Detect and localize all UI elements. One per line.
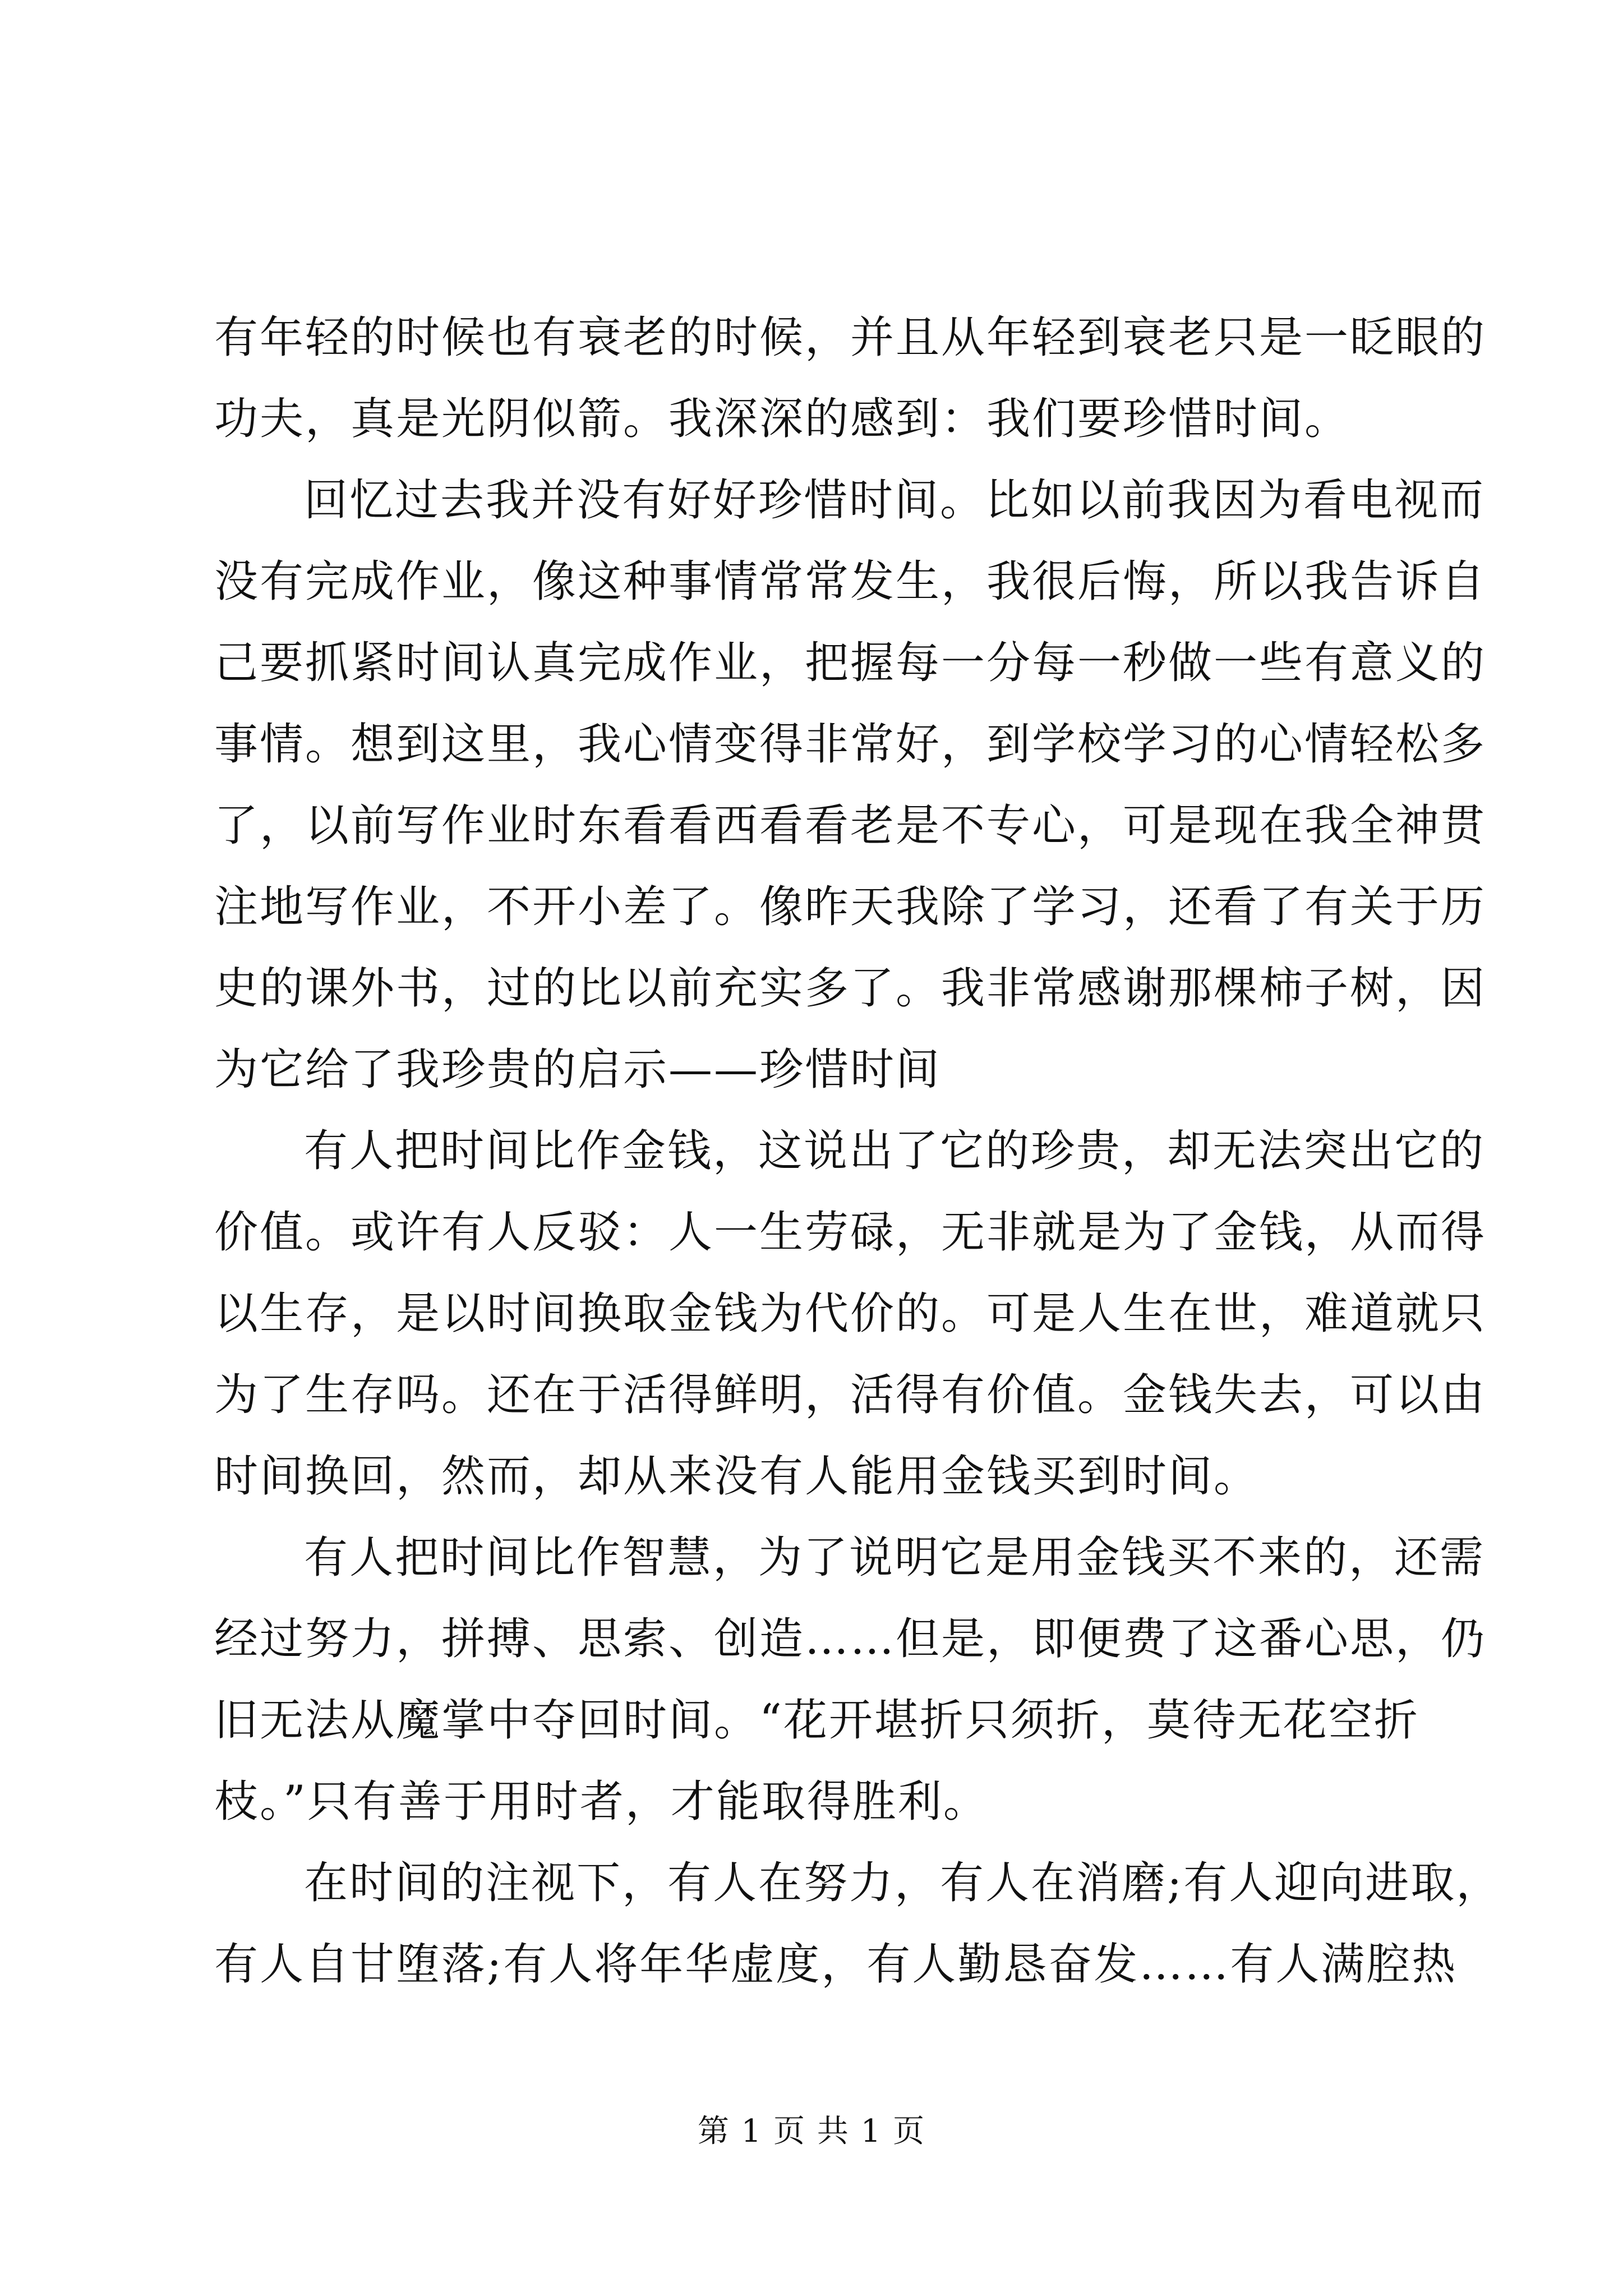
text-line: 了，以前写作业时东看看西看看老是不专心，可是现在我全神贯 (214, 800, 1487, 851)
paragraph-start-line: 在时间的注视下，有人在努力，有人在消磨;有人迎向进取， (304, 1858, 1502, 1908)
text-line: 史的课外书，过的比以前充实多了。我非常感谢那棵柿子树，因 (214, 963, 1487, 1014)
page-footer (0, 2109, 1623, 2154)
text-line: 旧无法从魔掌中夺回时间。“花开堪折只须折，莫待无花空折 (214, 1695, 1419, 1746)
text-line: 为了生存吗。还在于活得鲜明，活得有价值。金钱失去，可以由 (214, 1370, 1487, 1420)
paragraph-start-line: 回忆过去我并没有好好珍惜时间。比如以前我因为看电视而 (304, 475, 1486, 526)
text-line: 事情。想到这里，我心情变得非常好，到学校学习的心情轻松多 (214, 719, 1487, 770)
body-text (214, 297, 1502, 2005)
text-line: 有人自甘堕落;有人将年华虚度，有人勤恳奋发……有人满腔热 (214, 1939, 1458, 1990)
text-line: 为它给了我珍贵的启示——珍惜时间 (214, 1045, 942, 1095)
text-line: 价值。或许有人反驳：人一生劳碌，无非就是为了金钱，从而得 (214, 1207, 1487, 1258)
text-line: 没有完成作业，像这种事情常常发生，我很后悔，所以我告诉自 (214, 556, 1487, 607)
text-line: 功夫，真是光阴似箭。我深深的感到：我们要珍惜时间。 (214, 394, 1350, 444)
text-line: 有年轻的时候也有衰老的时候，并且从年轻到衰老只是一眨眼的 (214, 312, 1487, 363)
text-line: 己要抓紧时间认真完成作业，把握每一分每一秒做一些有意义的 (214, 638, 1487, 688)
text-line: 注地写作业，不开小差了。像昨天我除了学习，还看了有关于历 (214, 882, 1487, 932)
text-line: 经过努力，拼搏、思索、创造……但是，即便费了这番心思，仍 (214, 1614, 1487, 1664)
text-line: 枝。”只有善于用时者，才能取得胜利。 (214, 1777, 989, 1827)
text-line: 时间换回，然而，却从来没有人能用金钱买到时间。 (214, 1451, 1260, 1502)
paragraph-start-line: 有人把时间比作智慧，为了说明它是用金钱买不来的，还需 (304, 1533, 1486, 1583)
paragraph-start-line: 有人把时间比作金钱，这说出了它的珍贵，却无法突出它的 (304, 1126, 1486, 1176)
page-number: 第 1 页 共 1 页 (697, 2113, 926, 2150)
text-line: 以生存，是以时间换取金钱为代价的。可是人生在世，难道就只 (214, 1289, 1487, 1339)
